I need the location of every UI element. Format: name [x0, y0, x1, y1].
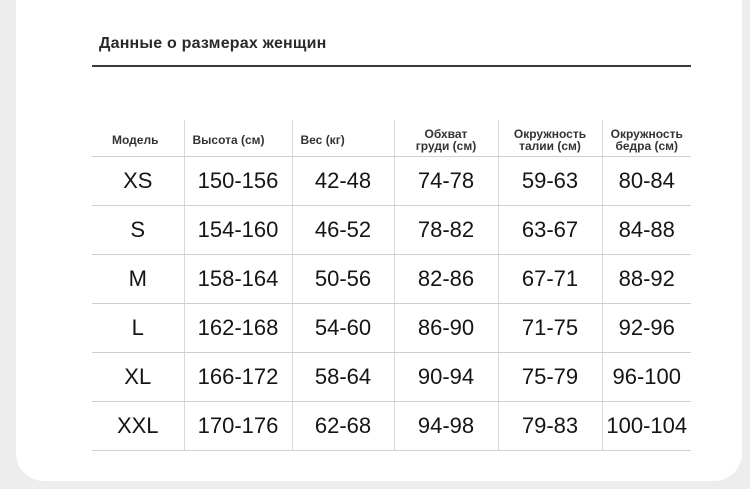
cell-model: XXL — [92, 402, 184, 451]
table-row — [92, 304, 691, 353]
cell-waist: 75-79 — [498, 353, 602, 402]
cell-height: 150-156 — [184, 157, 292, 206]
cell-model: XL — [92, 353, 184, 402]
table-row — [92, 206, 691, 255]
header-chest: Обхват груди (см) — [394, 120, 498, 157]
cell-model: XS — [92, 157, 184, 206]
cell-hips: 100-104 — [602, 402, 691, 451]
cell-model: L — [92, 304, 184, 353]
cell-waist: 67-71 — [498, 255, 602, 304]
header-height: Высота (см) — [184, 120, 292, 157]
cell-model: S — [92, 206, 184, 255]
cell-weight: 46-52 — [292, 206, 394, 255]
cell-waist: 59-63 — [498, 157, 602, 206]
page-title: Данные о размерах женщин — [99, 35, 327, 52]
cell-chest: 78-82 — [394, 206, 498, 255]
cell-hips: 96-100 — [602, 353, 691, 402]
header-model: Модель — [92, 120, 184, 157]
header-hips: Окружность бедра (см) — [602, 120, 691, 157]
cell-chest: 74-78 — [394, 157, 498, 206]
cell-waist: 71-75 — [498, 304, 602, 353]
cell-chest: 82-86 — [394, 255, 498, 304]
cell-height: 154-160 — [184, 206, 292, 255]
cell-weight: 50-56 — [292, 255, 394, 304]
header-weight: Вес (кг) — [292, 120, 394, 157]
table-row — [92, 353, 691, 402]
cell-height: 170-176 — [184, 402, 292, 451]
cell-hips: 88-92 — [602, 255, 691, 304]
cell-chest: 86-90 — [394, 304, 498, 353]
table-header-row — [92, 120, 691, 157]
size-chart-card — [16, 0, 742, 481]
cell-height: 162-168 — [184, 304, 292, 353]
cell-waist: 63-67 — [498, 206, 602, 255]
cell-hips: 84-88 — [602, 206, 691, 255]
cell-weight: 54-60 — [292, 304, 394, 353]
cell-weight: 58-64 — [292, 353, 394, 402]
table-row — [92, 157, 691, 206]
cell-model: M — [92, 255, 184, 304]
cell-waist: 79-83 — [498, 402, 602, 451]
cell-height: 158-164 — [184, 255, 292, 304]
cell-hips: 80-84 — [602, 157, 691, 206]
header-waist: Окружность талии (см) — [498, 120, 602, 157]
cell-weight: 42-48 — [292, 157, 394, 206]
cell-height: 166-172 — [184, 353, 292, 402]
table-row — [92, 402, 691, 451]
title-divider — [92, 65, 691, 67]
size-table — [92, 120, 691, 451]
cell-hips: 92-96 — [602, 304, 691, 353]
cell-chest: 90-94 — [394, 353, 498, 402]
cell-chest: 94-98 — [394, 402, 498, 451]
table-body — [92, 157, 691, 451]
cell-weight: 62-68 — [292, 402, 394, 451]
table-row — [92, 255, 691, 304]
